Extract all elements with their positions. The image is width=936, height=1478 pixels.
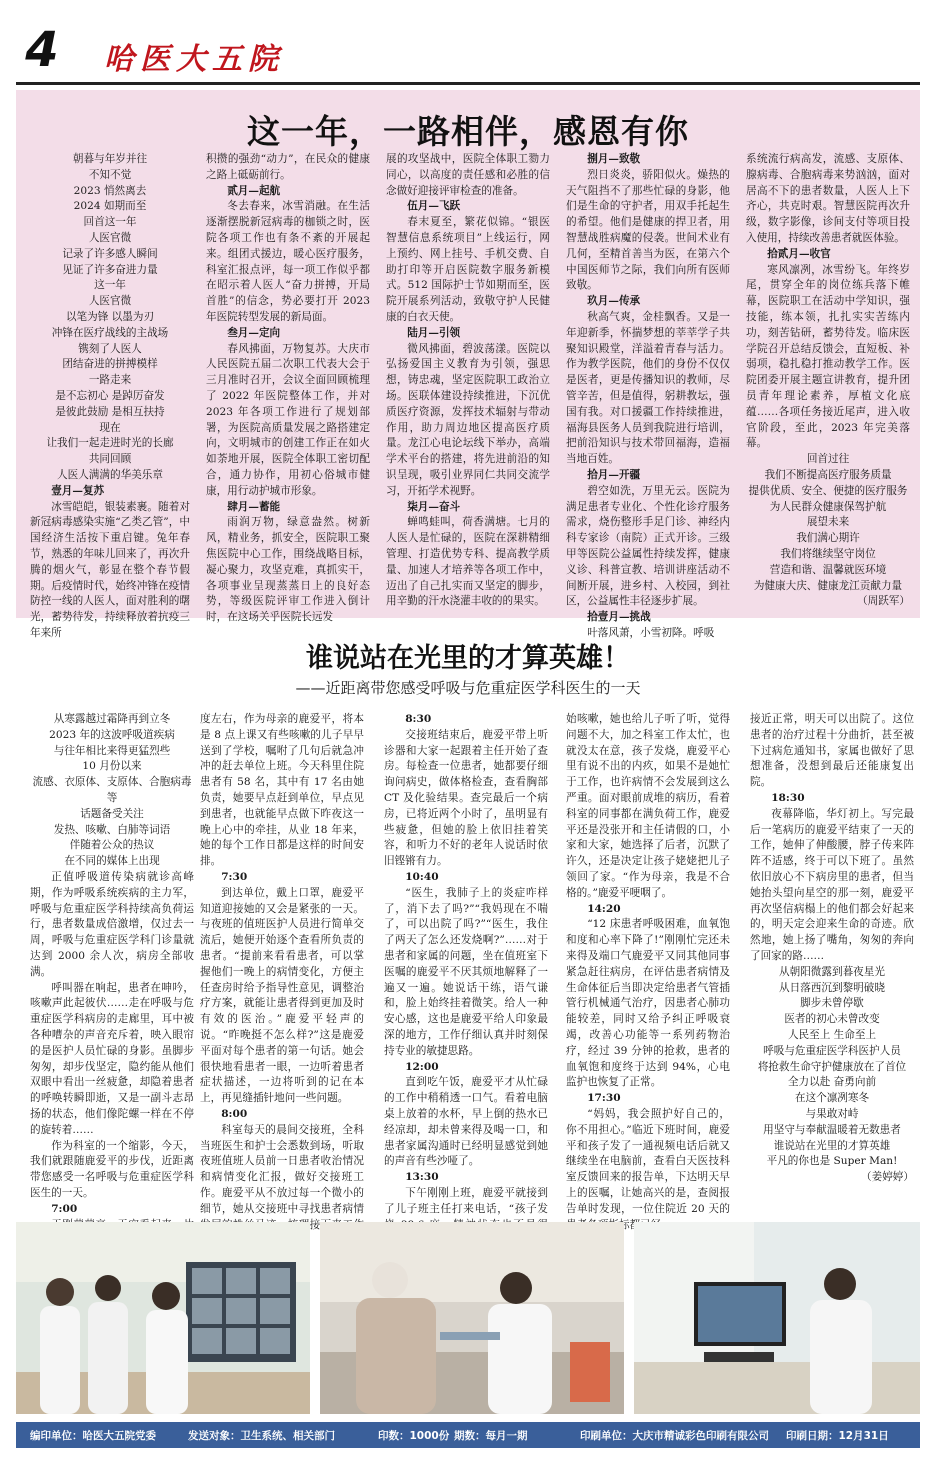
paragraph: 冲锋在医疗战线的主战场 <box>51 326 169 339</box>
paragraph: 2023 年的这波呼吸道疾病 <box>49 728 175 741</box>
paragraph: 蝉鸣蛙叫，荷香满塘。七月的人医人是忙碌的，医院在深耕精细管理、打造优势专科、提高教学质量、加速人才培养等各项工作中，迈出了自己扎实而又坚定的脚步，用辛勤的汗水浇灌丰收的的果实。 <box>386 516 550 608</box>
paragraph: （姜婷婷） <box>861 1171 914 1184</box>
paragraph: 用坚守与奉献温暖着无数患者 <box>763 1123 901 1136</box>
paragraph: 团结奋进的拼搏模样 <box>62 358 158 371</box>
paragraph: 发热、咳嗽、白肺等词语 <box>53 823 171 836</box>
paragraph: 记录了许多感人瞬间 <box>62 247 158 260</box>
paragraph: 见证了许多奋进力量 <box>62 263 158 276</box>
footer-editor: 编印单位：哈医大五院党委 <box>30 1430 156 1442</box>
section-heading: 拾月—开疆 <box>587 468 641 481</box>
section-heading: 贰月—起航 <box>227 184 281 197</box>
section-heading: 拾贰月—收官 <box>767 247 831 260</box>
paragraph: “妈妈，我会照护好自己的，你不用担心。”临近下班时间，鹿爱平和孩子发了一通视频电话后就又继续坐在电脑前，查看白天医技科室反馈回来的报告单，下达明天早上的医嘱，让她高兴的是，查阅报告单时发现，一位住院近 20 天的 项指标都已经 <box>566 1107 730 1231</box>
paragraph: 共同回顾 <box>88 453 132 466</box>
paragraph: 冰雪皑皑，银装素裹。随着对新冠病毒感染实施“乙类乙管”，中国经济生活按下重启键。兔年春节，熟悉的年味儿回来了，再次升腾的烟火气，彰显在整个春节假期。后疫情时代，始终冲锋在疫情防控一线的人医人，面对胜利的曙光，蓄势待发，持续释放着抗疫三年来所 <box>30 500 190 639</box>
paragraph: （周跃军） <box>857 595 910 608</box>
article-column <box>206 152 370 624</box>
paragraph: 科室每天的晨间交接班，全科当班医生和护士会悉数到场，听取夜班值班人员前一日患者收治情况和病情变化汇报，做好交接班工作。鹿爱平从不放过每一个微小的细节，她从交接班中寻找患者病情 接 <box>200 1123 364 1231</box>
article-title-hero: 谁说站在光里的才算英雄！ <box>306 643 630 674</box>
section-heading: 伍月—飞跃 <box>407 200 461 213</box>
footer-printer: 印刷单位：大庆市精诚彩色印刷有限公司 <box>580 1430 769 1442</box>
paragraph: 接近正常，明天可以出院了。这位患者的治疗过程十分曲折，甚至被下过病危通知书，家属也做好了思想准备，没想到最后还能康复出院。 <box>750 713 914 789</box>
paragraph: 正值呼吸道传染病就诊高峰期，作为呼吸系统疾病的主力军，呼吸与危重症医学科持续高负荷运行，患者数量成倍激增，仅过去一周，呼吸与危重症医学科门诊量就达到 2000 余人次，病房全部收满。 <box>30 870 194 978</box>
paragraph: 交接班结束后，鹿爱平带上听诊器和大家一起跟着主任开始了查房。每检查一位患者，她都要仔细询问病史，做体格检查，查看胸部 CT 及化验结果。查完最后一个病房，已将近两个小时了，虽明显有些疲惫，但她的脸上依旧挂着笑容，和听力不好的老年人说话时依旧铿锵有力。 <box>384 728 548 868</box>
paragraph: 让我们一起走进时光的长廊 <box>46 437 174 450</box>
paragraph: 从寒露越过霜降再到立冬 <box>53 713 171 725</box>
paragraph: 作为科室的一个缩影，今天，我们就跟随鹿爱平的步伐，近距离带您感受一名呼吸与危重症医学科医生的一天。 <box>30 1139 194 1199</box>
paragraph: 从朝阳微露到暮夜星光 <box>779 965 885 978</box>
article-column <box>384 712 548 1215</box>
paragraph: 为人民群众健康保驾护航 <box>769 500 887 513</box>
paragraph: 现在 <box>99 421 121 434</box>
footer-bar <box>16 1422 920 1448</box>
section-heading: 7:00 <box>51 1202 78 1215</box>
paragraph: 我们将继续坚守岗位 <box>780 547 876 560</box>
paragraph: 从日落西沉到黎明破晓 <box>779 981 885 994</box>
section-heading: 10:40 <box>405 870 439 883</box>
article-column <box>30 152 190 639</box>
paragraph: 提供优质、安全、便捷的医疗服务 <box>748 484 908 497</box>
paragraph: 不知不觉 <box>88 168 132 181</box>
article-subtitle: ——近距离带您感受呼吸与危重症医学科医生的一天 <box>295 679 641 697</box>
section-heading: 13:30 <box>405 1171 439 1184</box>
section-heading: 8:30 <box>405 713 432 725</box>
paragraph: 人民至上 生命至上 <box>787 1028 877 1041</box>
masthead <box>0 0 936 88</box>
paragraph: 我们满心期许 <box>796 532 860 545</box>
paragraph: “12 床患者呼吸困难，血氧饱和度和心率下降了!”刚刚忙完还未来得及端口气鹿爱平又同其他同事紧急赶往病房，在评估患者病情及生命体征后当即决定给患者气管插管行机械通气治疗，因患者心肺功能较差，同时又给予纠正呼吸衰竭，改善心功能等一系列药物治疗，经过 39 分钟的抢救，患者的血氧饱和度终于达到 94%，心电监护也恢复了正常。 <box>566 918 730 1089</box>
paragraph: 度左右，作为母亲的鹿爱平，将本是 8 点上课又有些咳嗽的儿子早早送到了学校，嘱咐了几句后就急冲冲的赶去单位上班。今天科里住院患者有 58 名，其中有 17 名由她负责，她要早点赶到单位，早点见到患者，也就能早点做下昨夜这一晚上心中的牵挂，从业 18 年来，她的每个工作日都是这样的时间安排。 <box>200 713 364 868</box>
section-heading: 17:30 <box>587 1092 621 1105</box>
paragraph: 营造和谐、温馨就医环境 <box>769 563 887 576</box>
paragraph: 全力以赴 奋勇向前 <box>787 1076 877 1089</box>
paragraph: 是彼此鼓励 是相互扶持 <box>55 405 165 418</box>
article-column <box>30 712 194 1215</box>
article-column <box>566 152 730 639</box>
paragraph: 人医官微 <box>88 295 132 308</box>
paragraph: “医生，我肺子上的炎症咋样了，消下去了吗?”“我妈现在不喘了，可以出院了吗?”“医生，我住了两天了怎么还发烧啊?”……对于患者和家属的问题，坐在值班室下医嘱的鹿爱平不厌其烦地解释了一遍又一遍。她说话干练，语气谦和，脸上始终挂着微笑。给人一种安心感，这也是鹿爱平给人印象最深的地方，工作仔细认真并时刻保持专业的敏捷思路。 <box>384 886 548 1057</box>
paragraph: 脚步未曾停歇 <box>800 997 864 1010</box>
section-heading: 7:30 <box>221 870 248 883</box>
paragraph: 在这个凛冽寒冬 <box>794 1092 870 1105</box>
footer-period: 期数：每月一期 <box>454 1430 528 1442</box>
paragraph: 始咳嗽，她也给儿子听了听，觉得问题不大，加之科室工作太忙，也就没太在意，孩子发烧，鹿爱平心里有说不出的内疚，如果不是她忙于工作，也许病情不会发展到这么严重。面对眼前成堆的病历，看着科室的同事都在满负荷工作，鹿爱平还是没张开和主任请假的口，小家和大家，她选择了后者，沉默了许久，还是决定让孩子姥姥把儿子领回了家。“作为母亲，我是不合格的。”鹿爱平哽咽了。 <box>566 713 730 899</box>
newspaper-name: 哈医大五院 <box>104 42 284 77</box>
photo-doctor-xray <box>16 1222 310 1414</box>
paragraph: 人医人满满的华美乐章 <box>57 468 163 481</box>
paragraph: 与往年相比来得更猛烈些 <box>53 744 171 757</box>
paragraph: 系统流行病高发，流感、支原体、腺病毒、合胞病毒来势汹汹，面对居高不下的患者数量，人医人上下齐心，共克时艰。智慧医院再次升级，数字影像，诊间支付等项目投入使用，持续改善患者就医体验。 <box>746 153 910 244</box>
paragraph: 镌刻了人医人 <box>78 342 142 355</box>
paragraph: 是不忘初心 是踔厉奋发 <box>55 389 165 402</box>
paragraph: 春末夏至，繁花似锦。“银医智慧信息系统项目”上线运行，网上预约、网上挂号、手机交费、自助打印等开启医院数字服务新模式。512 国际护士节如期而至，医院开展系列活动，致敬守护人民健康的白衣天使。 <box>386 216 550 323</box>
article-column <box>200 712 364 1231</box>
section-heading: 捌月—致敬 <box>587 153 641 165</box>
paragraph: 冬去春来，冰雪消融。在生活逐渐摆脱新冠病毒的枷锁之时，医院各项工作也有条不紊的开展起来。组团式援边，暖心医疗服务，科室汇报点评，每一项工作似乎都在昭示着人医人“奋力拼搏，开局首胜”的信念，势必要打开 2023 年医院转型发展的新局面。 <box>206 200 370 323</box>
article-column <box>566 712 730 1231</box>
page-number: 4 <box>25 22 59 78</box>
paragraph: 与果敢对峙 <box>805 1107 859 1120</box>
paragraph: 回首这一年 <box>83 216 137 229</box>
paragraph: 平凡的你也是 Super Man! <box>766 1155 898 1168</box>
paragraph: 将抢救生命守护健康放在了首位 <box>757 1060 907 1073</box>
paragraph: 秋高气爽，金桂飘香。又是一年迎新季，怀揣梦想的莘莘学子共聚知识殿堂，洋溢着青春与活力。作为教学医院，他们的身份不仅仅是医者，更是传播知识的教师，尽管辛苦，但是值得，躬耕教坛，强国有我。对口援疆工作持续推进，福海县医务人员到我院进行培训，把前沿知识与技术带回福海，造福当地百姓。 <box>566 310 730 466</box>
section-heading: 12:00 <box>405 1060 439 1073</box>
paragraph: 微风拂面，碧波荡漾。医院以弘扬爱国主义教育为引领，强思想，铸忠魂，坚定医院职工政治立场。医联体建设持续推进，下沉优质医疗资源，发挥技术辐射与带动作用，助力周边地区提高医疗质量。龙江心电论坛线下举办，高端学术平台的搭建，将先进前沿的知识呈现，吸引业界同仁共同交流学习，开拓学术视野。 <box>386 342 550 497</box>
footer-date: 印刷日期：12月31日 <box>786 1430 889 1442</box>
paragraph: 朝暮与年岁并往 <box>72 153 148 165</box>
photo-doctor-computer <box>634 1222 920 1414</box>
paragraph: 回首过往 <box>806 453 850 466</box>
paragraph: 这一年 <box>94 279 126 292</box>
paragraph: 下午刚刚上班，鹿爱平就接到了儿子班主任打来电话，“孩子发 <box>384 1186 548 1215</box>
paragraph: 春风拂面，万物复苏。大庆市人民医院五届二次职工代表大会于三月准时召开，会议全面回顾梳理了 2022 年医院整体工作，并对 2023 年各项工作进行了规划部署，为医院高质量发展之路搭建定向，文明城市的创建工作正在如火如荼地开展，医院全体职工密切配合，通力协作，用初心俗城市健康，用行动护城市形象。 <box>206 342 370 497</box>
section-heading: 壹月—复苏 <box>51 484 105 497</box>
footer-copies: 印数：1000份 <box>378 1430 450 1442</box>
paragraph: 流感、衣原体、支原体、合胞病毒等 <box>32 776 192 804</box>
paragraph: 到达单位，戴上口罩，鹿爱平知道迎接她的又会是紧张的一天。与夜班的值班医护人员进行简单交流后，她便开始逐个查看所负责的患者。“提前来看看患者，可以掌握他们一晚上的病情变化，方便主任查房时给予指导性意见，调整治疗方案，就能让患者得到更加及时有效的医治。”鹿爱平轻声的说。“昨晚挺不怎么样?”这是鹿爱平面对每个患者的第一句话。她会很快地看患者一眼，一边听着患者症状描述，一边将听到的记在本上，再见缝插针地问一些问题。 <box>200 886 364 1105</box>
footer-audience: 发送对象：卫生系统、相关部门 <box>188 1430 335 1442</box>
article-column <box>746 152 910 608</box>
section-heading: 18:30 <box>771 791 805 804</box>
paragraph: 碧空如洗，万里无云。医院为满足患者专业化、个性化诊疗服务需求，烧伤整形手足门诊、神经内科专家诊（南院）正式开诊。三级甲等医院公益属性持续发挥，健康义诊、科普宣教、培训讲座活动不间断开展，进乡村、入校园，到社区，公益属性丰径逐步扩展。 <box>566 484 730 608</box>
paragraph: 叶落风萧，小雪初降。呼吸 <box>587 626 715 639</box>
paragraph: 呼叫器在响起，患者在呻吟，咳嗽声此起彼伏……走在呼吸与危重症医学科病房的走廊里，耳中被各种嘈杂的声音充斥着，映入眼帘的是医护人员忙碌的身影。虽脚步匆匆，却步伐坚定，隐约能从他们双眼中看出一丝疲惫，却隐着患者的呼唤转瞬即逝，又是一副斗志昂扬的状态，他们像陀螺一样在不停的旋转着…… <box>30 981 194 1136</box>
section-heading: 拾壹月—挑战 <box>587 611 651 624</box>
paragraph: 寒风凛冽，冰雪纷飞。年终岁尾，贯穿全年的岗位练兵落下帷幕，医院职工在活动中学知识，强技能，练本领，扎扎实实苦练内功，刻苦钻研，蓄势待发。临床医学院召开总结反馈会，直短板、补弱项，稳扎稳打推动教学工作。医院团委开展主题宣讲教育，提升团员青年理论素养，厚植文化底蕴……各项任务接近尾声，进入收官阶段，至此，2023 年完美落幕。 <box>746 263 910 450</box>
section-heading: 叁月—定向 <box>227 326 281 339</box>
paragraph: 话题备受关注 <box>80 807 144 820</box>
section-heading: 玖月—传承 <box>587 295 641 308</box>
section-heading: 陆月—引领 <box>407 326 461 339</box>
paragraph: 谁说站在光里的才算英雄 <box>773 1139 891 1152</box>
section-heading: 肆月—蓄能 <box>227 500 281 513</box>
paragraph: 雨润万物，绿意盎然。树新风，精业务，抓安全，医院职工聚焦医院中心工作，围绕战略目标，凝心聚力，攻坚克难，真抓实干，各项事业呈现蒸蒸日上的良好态势，等级医院评审工作进入倒计时，在这场关乎医院长远发 <box>206 516 370 624</box>
paragraph: 积攒的强劲“动力”，在民众的健康之路上砥砺前行。 <box>206 153 370 181</box>
paragraph: 2024 如期而至 <box>73 200 147 213</box>
paragraph: 直到吃午饭，鹿爱平才从忙碌的工作中稍稍透一口气。看着电脑桌上放着的水杯，早上倒的热水已经凉却，却未曾来得及喝一口，和患者家属沟通时已经明显感觉到她的声音有些沙哑了。 <box>384 1076 548 1168</box>
photo-doctor-auscultation <box>320 1222 624 1414</box>
paragraph: 展望未来 <box>806 516 850 529</box>
paragraph: 为健康大庆、健康龙江贡献力量 <box>753 579 903 592</box>
paragraph: 2023 悄然离去 <box>73 184 147 197</box>
paragraph: 伴随着公众的热议 <box>69 839 155 852</box>
article-year-review <box>16 90 920 639</box>
paragraph: 我们不断提高医疗服务质量 <box>764 468 892 481</box>
paragraph: 人医官微 <box>88 231 132 244</box>
paragraph: 以笔为锋 以墨为刃 <box>65 310 155 323</box>
article-title: 这一年，一路相伴，感恩有你 <box>247 112 689 151</box>
paragraph: 10 月份以来 <box>82 760 142 773</box>
paragraph: 在不同的媒体上出现 <box>64 855 160 868</box>
paragraph: 医者的初心未曾改变 <box>784 1013 880 1026</box>
section-heading: 柒月—奋斗 <box>407 500 461 513</box>
article-column <box>386 152 550 608</box>
paragraph: 烈日炎炎，骄阳似火。燥热的天气阻挡不了那些忙碌的身影，他们是生命的守护者，用双手托起生的希望。他们是健康的捍卫者，用智慧战胜病魔的侵袭。世间术业有几何，至精首善当为医，在第六个中国医师节之际，我们向所有医师致敬。 <box>566 168 730 292</box>
paragraph: 展的攻坚战中，医院全体职工勠力同心，以高度的责任感和必胜的信念做好迎接评审检查的准备。 <box>386 153 550 197</box>
paragraph: 一路走来 <box>88 374 132 387</box>
article-column <box>750 712 914 1212</box>
section-heading: 8:00 <box>221 1107 248 1120</box>
masthead-divider <box>16 82 920 85</box>
section-heading: 14:20 <box>587 902 621 915</box>
paragraph: 夜幕降临，华灯初上。写完最后一笔病历的鹿爱平结束了一天的工作，她伸了伸酸腰，脖子传来阵阵不适感，终于可以下班了。虽然依旧放心不下病房里的患者，但当她抬头望向星空的那一刻，鹿爱平再次坚信病榻上的他们都会好起来的，明天定会迎来生命的奇迹。欣然地，她上扬了嘴角，匆匆的奔向了回家的路…… <box>750 807 914 962</box>
paragraph: 呼吸与危重症医学科医护人员 <box>763 1044 901 1057</box>
